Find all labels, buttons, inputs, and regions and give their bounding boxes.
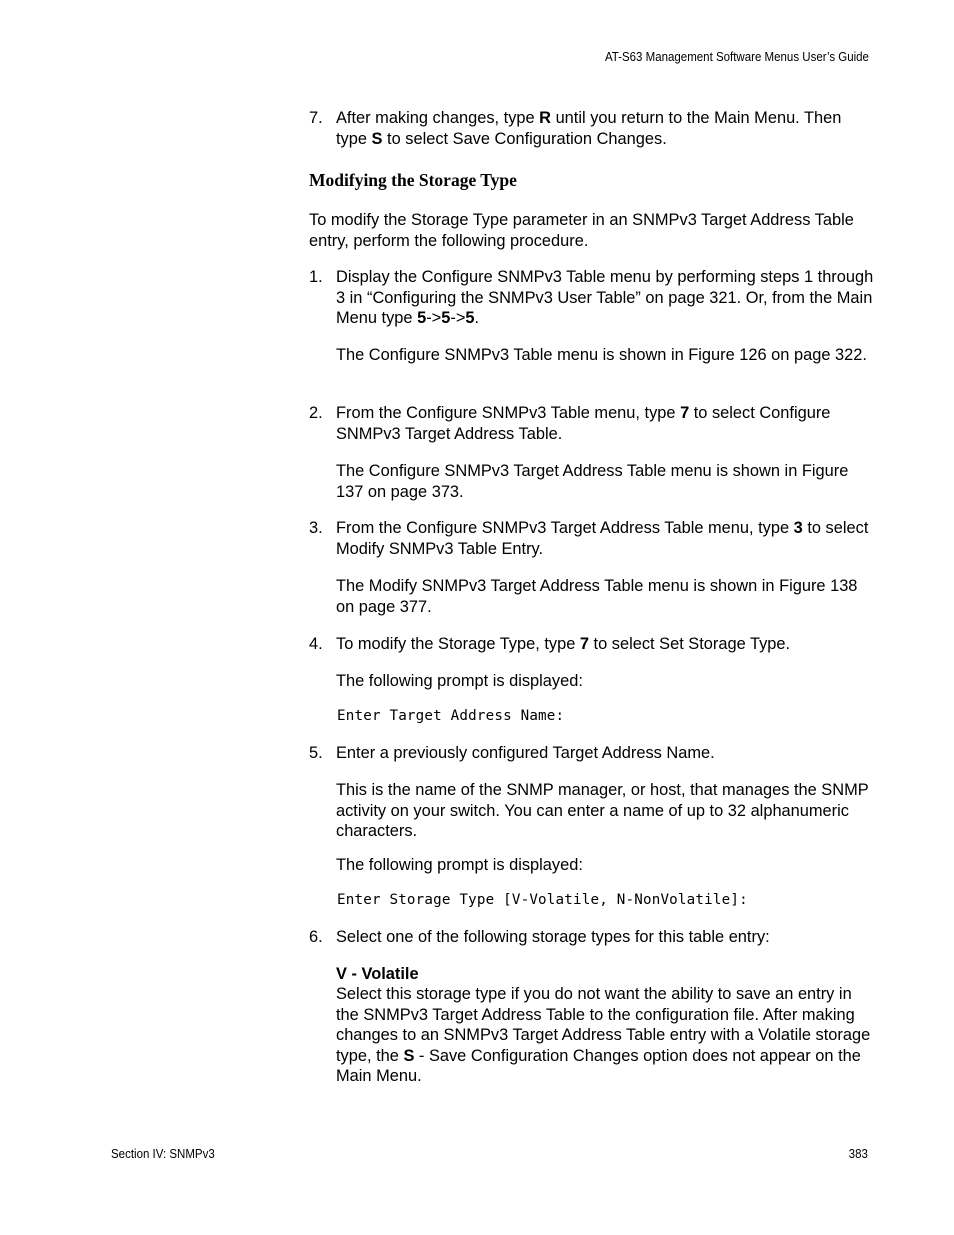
step-6-text: Select one of the following storage types for this table entry: [336, 928, 770, 946]
step-number: 7. [309, 109, 323, 127]
step-number: 1. [309, 268, 323, 286]
step-1-note: The Configure SNMPv3 Table menu is shown in Figure 126 on page 322. [336, 346, 867, 364]
step-4-text: To modify the Storage Type, type 7 to select Set Storage Type. [336, 635, 791, 653]
key-r: R [539, 109, 552, 127]
step-2-text: From the Configure SNMPv3 Table menu, type 7 to select Configure SNMPv3 Target Address Table. [336, 404, 831, 443]
step-number: 5. [309, 744, 323, 762]
step-2-note: The Configure SNMPv3 Target Address Table menu is shown in Figure 137 on page 373. [336, 462, 849, 501]
step-number: 3. [309, 519, 323, 537]
option-description: Select this storage type if you do not want the ability to save an entry in the SNMPv3 Target Address Table to the configuration file. After making changes to an SNMPv3 Target Address Table entry with a Volatile storage type, the S - Save Configuration Changes option does not appear on the Main Menu. [336, 985, 871, 1085]
step-5-text: Enter a previously configured Target Address Name. [336, 744, 715, 762]
option-title: V - Volatile [336, 965, 419, 983]
step-3-text: From the Configure SNMPv3 Target Address Table menu, type 3 to select Modify SNMPv3 Table Entry. [336, 519, 869, 558]
step-number: 4. [309, 635, 323, 653]
step-4-note: The following prompt is displayed: [336, 672, 583, 690]
section-heading: Modifying the Storage Type [309, 170, 517, 190]
step-7-text: After making changes, type R until you return to the Main Menu. Then type S to select Save Configuration Changes. [336, 109, 842, 148]
step-5-note: This is the name of the SNMP manager, or host, that manages the SNMP activity on your switch. You can enter a name of up to 32 alphanumeric characters. [336, 781, 869, 840]
step-3-note: The Modify SNMPv3 Target Address Table menu is shown in Figure 138 on page 377. [336, 577, 858, 616]
prompt-code: Enter Storage Type [V-Volatile, N-NonVolatile]: [337, 892, 748, 908]
step-1-text: Display the Configure SNMPv3 Table menu by performing steps 1 through 3 in “Configuring the SNMPv3 User Table” on page 321. Or, from the Main Menu type 5->5->5. [336, 268, 874, 327]
page-number: 383 [848, 1147, 868, 1161]
key-s: S [371, 129, 383, 148]
footer-section: Section IV: SNMPv3 [111, 1147, 215, 1161]
step-number: 6. [309, 928, 323, 946]
step-number: 2. [309, 404, 323, 422]
intro-paragraph: To modify the Storage Type parameter in an SNMPv3 Target Address Table entry, perform the following procedure. [309, 211, 854, 250]
running-header: AT-S63 Management Software Menus User’s Guide [605, 50, 869, 64]
step-5-note-2: The following prompt is displayed: [336, 856, 583, 874]
prompt-code: Enter Target Address Name: [337, 708, 565, 724]
